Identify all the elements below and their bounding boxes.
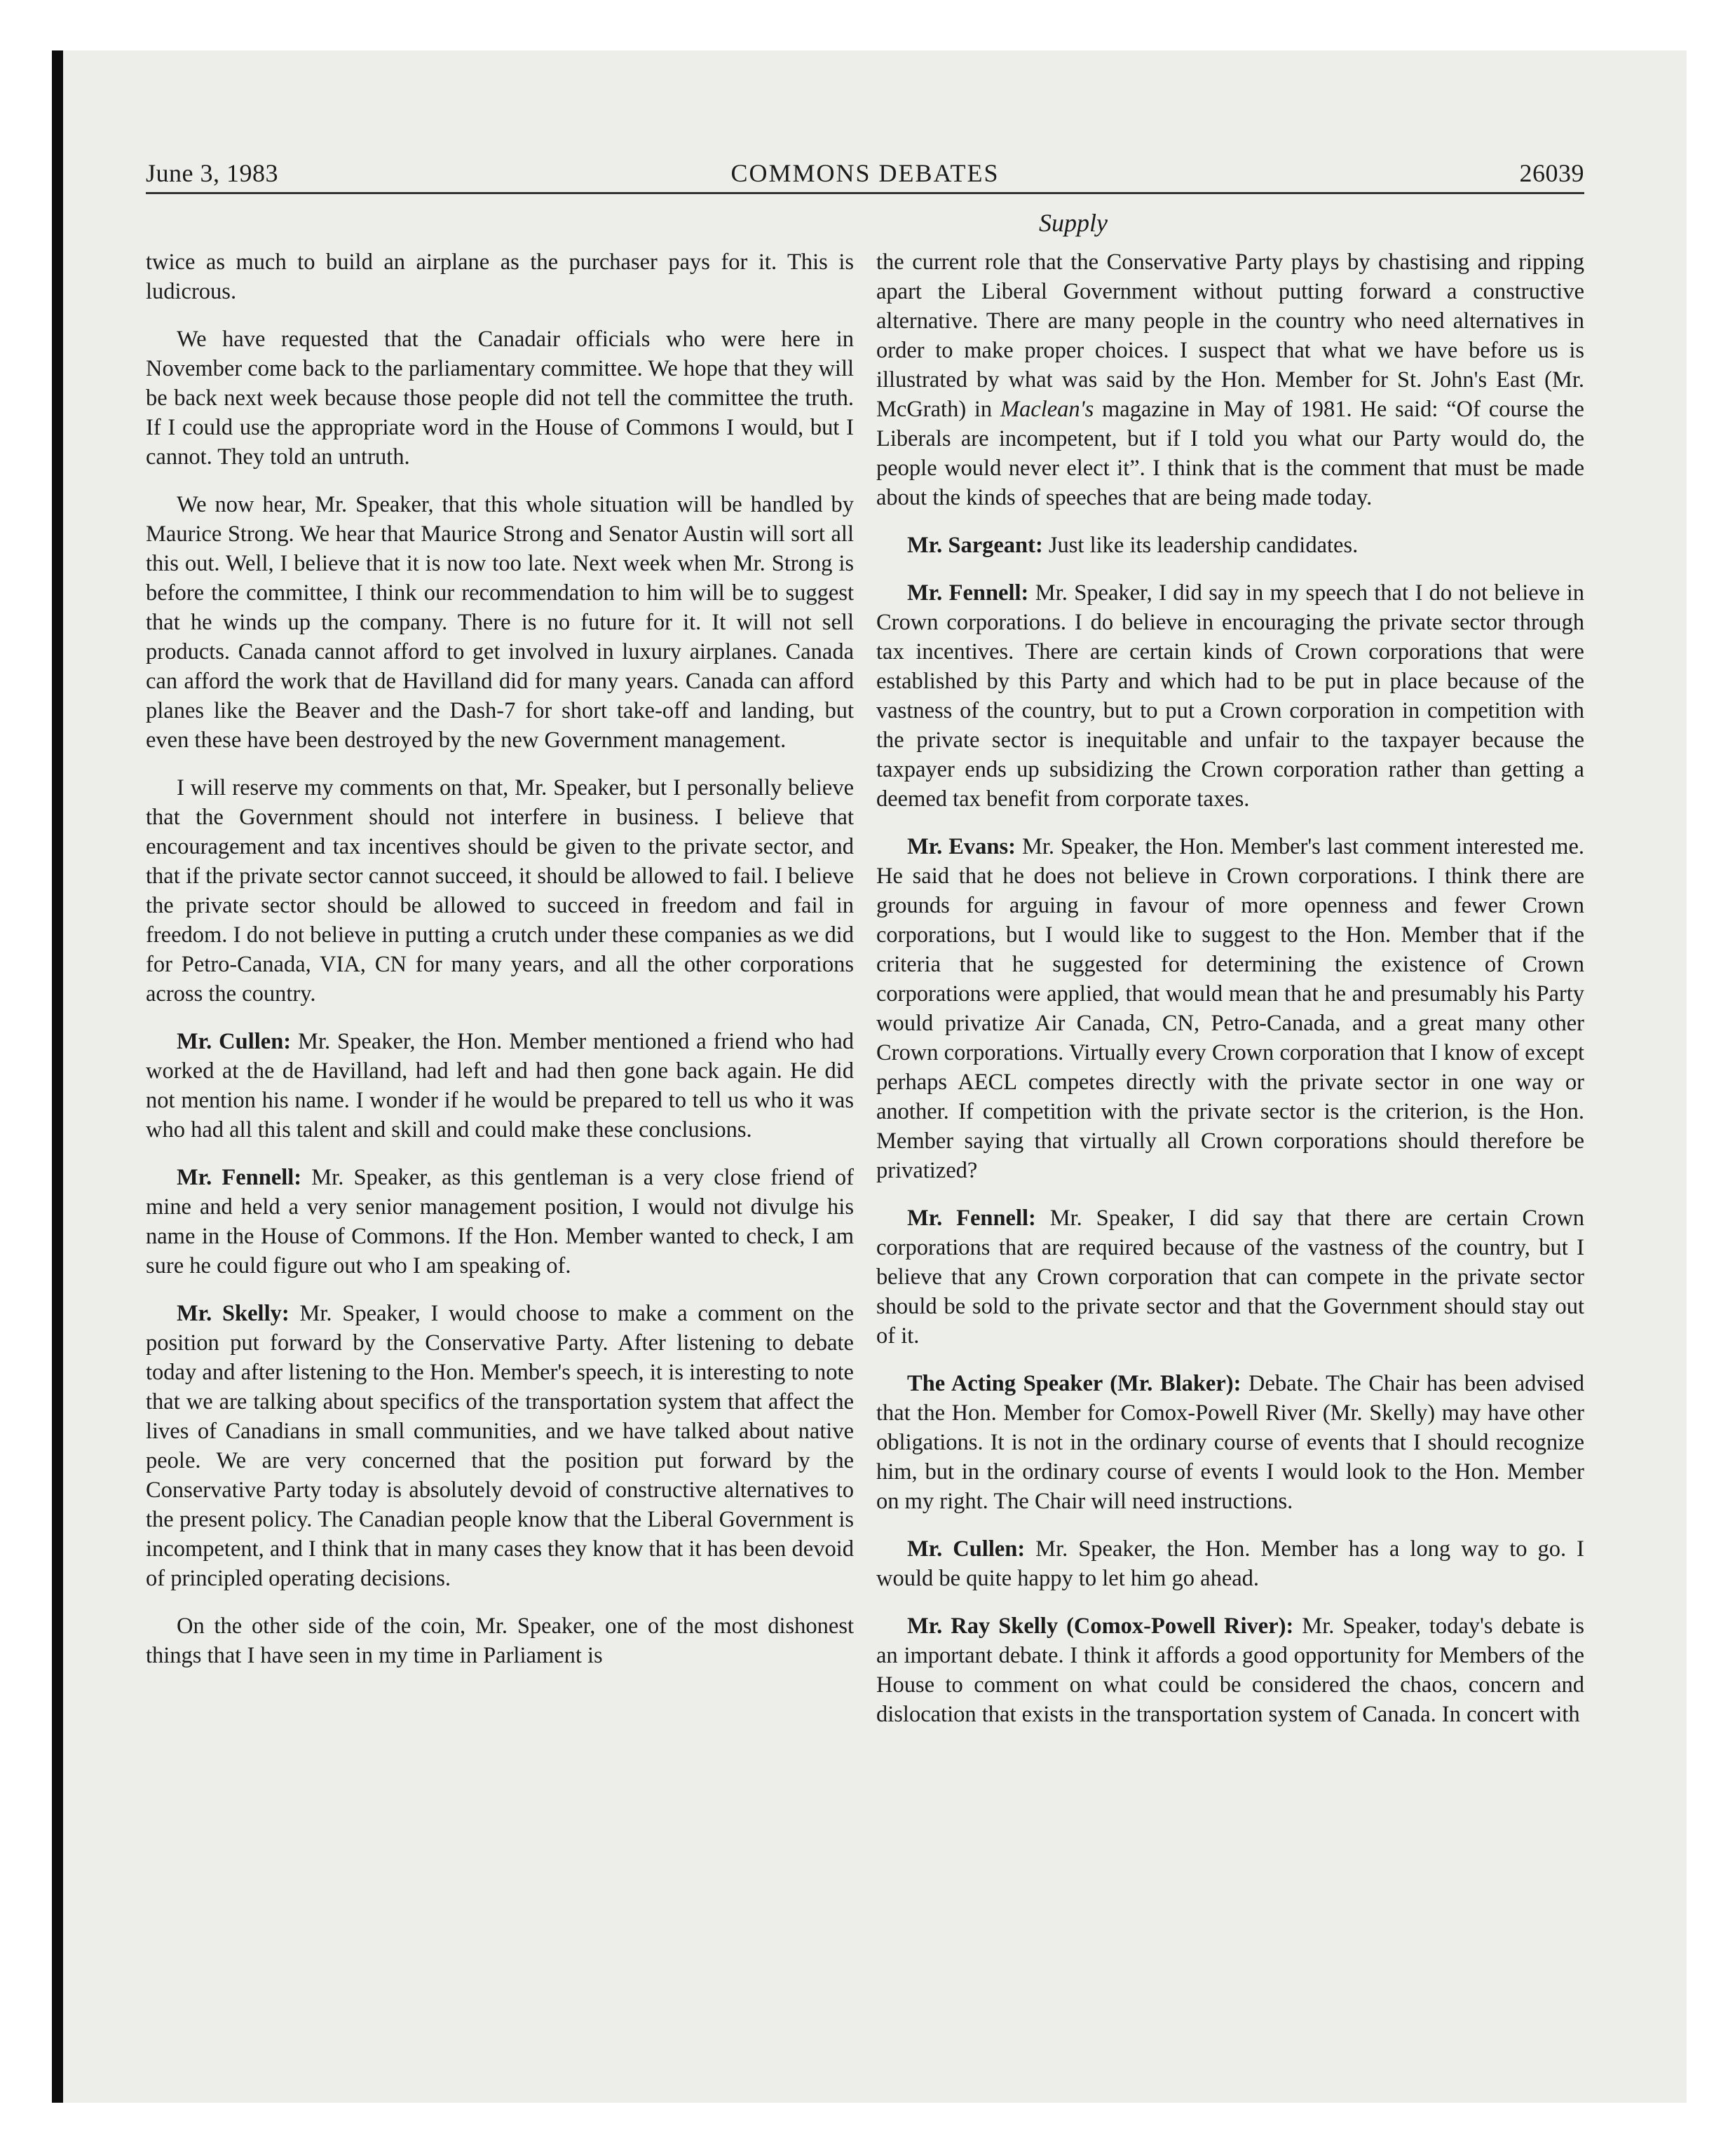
paragraph: We now hear, Mr. Speaker, that this whole situation will be handled by Maurice Strong. We hear that Maurice Strong and Senator Austin will sort all this out. Well, I believe that it is now too late. Next week when Mr. Strong is before the committee, I think our recommendation to him will be to suggest that he winds up the company. There is no future for it. It will not sell products. Canada cannot afford to get involved in luxury airplanes. Canada can afford the work that de Havilland did for many years. Canada can afford planes like the Beaver and the Dash-7 for short take-off and landing, but even these have been destroyed by the new Government management.: [146, 492, 854, 753]
speaker-name: Mr. Sargeant:: [907, 533, 1043, 558]
left-column: [146, 247, 854, 1747]
speech-paragraph: [876, 1369, 1584, 1516]
paragraph: twice as much to build an airplane as the purchaser pays for it. This is ludicrous.: [146, 250, 854, 304]
speaker-name: Mr. Fennell:: [907, 1206, 1036, 1231]
speaker-name: Mr. Fennell:: [177, 1165, 302, 1190]
header-page-number: 26039: [1519, 159, 1584, 187]
header-date: June 3, 1983: [146, 159, 278, 187]
section-label: Supply: [1039, 209, 1108, 237]
speech-text: Mr. Speaker, today's debate is an important debate. I think it affords a good opportunity for Members of the House to comment on what could be considered the chaos, concern and dislocation that exists in the transportation system of Canada. In concert with: [876, 1613, 1584, 1727]
paragraph: On the other side of the coin, Mr. Speaker, one of the most dishonest things that I have seen in my time in Parliament is: [146, 1613, 854, 1668]
speech-text: Mr. Speaker, I did say that there are certain Crown corporations that are required because of the vastness of the country, but I believe that any Crown corporation that can compete in the private sector should be sold to the private sector and that the Government should stay out of it.: [876, 1206, 1584, 1349]
speaker-name: Mr. Cullen:: [177, 1029, 292, 1054]
speech-text: Mr. Speaker, as this gentleman is a very close friend of mine and held a very senior management position, I would not divulge his name in the House of Commons. If the Hon. Member wanted to check, I am sure he could figure out who I am speaking of.: [146, 1165, 854, 1278]
speaker-name: Mr. Evans:: [907, 834, 1016, 859]
speech-text: Mr. Speaker, I did say in my speech that I do not believe in Crown corporations. I do believe in encouraging the private sector through tax incentives. There are certain kinds of Crown corporations that were established by this Party and which had to be put in place because of the vastness of the country, but to put a Crown corporation in competition with the private sector is inequitable and unfair to the taxpayer because the taxpayer ends up subsidizing the Crown corporation rather than getting a deemed tax benefit from corporate taxes.: [876, 580, 1584, 812]
paragraph-text: the current role that the Conservative Party plays by chastising and ripping apart the Liberal Government without putting forward a constructive alternative. There are many people in the country who need alternatives in order to make proper choices. I suspect that what we have before us is illustrated by what was said by the Hon. Member for St. John's East (Mr. McGrath) in: [876, 250, 1584, 422]
speech-paragraph: [876, 832, 1584, 1185]
right-column: [876, 247, 1584, 1747]
speech-paragraph: [876, 1611, 1584, 1729]
speaker-name: Mr. Fennell:: [907, 580, 1029, 606]
speech-text: Mr. Speaker, the Hon. Member has a long way to go. I would be quite happy to let him go ahead.: [876, 1536, 1584, 1591]
paragraph: We have requested that the Canadair officials who were here in November come back to the parliamentary committee. We hope that they will be back next week because those people did not tell the committee the truth. If I could use the appropriate word in the House of Commons I would, but I cannot. They told an untruth.: [146, 327, 854, 470]
speech-paragraph: [876, 1534, 1584, 1593]
speech-paragraph: [146, 1163, 854, 1281]
binding-edge: [52, 50, 63, 2103]
paragraph: I will reserve my comments on that, Mr. Speaker, but I personally believe that the Government should not interfere in business. I believe that encouragement and tax incentives should be given to the private sector, and that if the private sector cannot succeed, it should be allowed to fail. I believe the private sector should be allowed to succeed in freedom and fail in freedom. I do not believe in putting a crutch under these companies as we did for Petro-Canada, VIA, CN for many years, and all the other corporations across the country.: [146, 775, 854, 1007]
speaker-name: Mr. Cullen:: [907, 1536, 1026, 1562]
speech-paragraph: [876, 1203, 1584, 1351]
text-columns: [146, 247, 1584, 1747]
paragraph: [876, 247, 1584, 512]
speaker-name: The Acting Speaker (Mr. Blaker):: [907, 1371, 1241, 1396]
document-page: [146, 156, 1584, 1747]
header-title: COMMONS DEBATES: [730, 159, 1000, 187]
speaker-name: Mr. Ray Skelly (Comox-Powell River):: [907, 1613, 1294, 1639]
speech-text: Mr. Speaker, the Hon. Member's last comment interested me. He said that he does not believe in Crown corporations. I think there are grounds for arguing in favour of more openness and fewer Crown corporations, but I would like to suggest to the Hon. Member that if the criteria that he suggested for determining the existence of Crown corporations were applied, that would mean that he and presumably his Party would privatize Air Canada, CN, Petro-Canada, and a great many other Crown corporations. Virtually every Crown corporation that I know of except perhaps AECL competes directly with the private sector in one way or another. If competition with the private sector is the criterion, is the Hon. Member saying that virtually all Crown corporations should therefore be privatized?: [876, 834, 1584, 1183]
speaker-name: Mr. Skelly:: [177, 1301, 290, 1326]
speech-paragraph: [146, 1299, 854, 1593]
running-header: [146, 156, 1584, 194]
speech-text: Just like its leadership candidates.: [1048, 533, 1359, 558]
speech-text: Mr. Speaker, I would choose to make a comment on the position put forward by the Conservative Party. After listening to debate today and after listening to the Hon. Member's speech, it is interesting to note that we are talking about specifics of the transportation system that affect the lives of Canadians in small communities, and we have talked about native peole. We are very concerned that the position put forward by the Conservative Party today is absolutely devoid of constructive alternatives to the present policy. The Canadian people know that the Liberal Government is incompetent, and I think that in many cases they know that it has been devoid of principled operating decisions.: [146, 1301, 854, 1591]
speech-text: Mr. Speaker, the Hon. Member mentioned a friend who had worked at the de Havilland, had left and had then gone back again. He did not mention his name. I wonder if he would be prepared to tell us who it was who had all this talent and skill and could make these conclusions.: [146, 1029, 855, 1142]
paragraph-text: magazine in May of 1981. He said: “Of course the Liberals are incompetent, but if I told you what our Party would do, the people would never elect it”. I think that is the comment that must be made about the kinds of speeches that are being made today.: [876, 397, 1584, 510]
magazine-title: Maclean's: [1000, 397, 1094, 422]
speech-paragraph: [876, 578, 1584, 814]
speech-text: Debate. The Chair has been advised that the Hon. Member for Comox-Powell River (Mr. Skelly) may have other obligations. It is not in the ordinary course of events that I should recognize him, but in the ordinary course of events I would look to the Hon. Member on my right. The Chair will need instructions.: [876, 1371, 1585, 1514]
speech-paragraph: [876, 531, 1584, 560]
speech-paragraph: [146, 1027, 854, 1145]
